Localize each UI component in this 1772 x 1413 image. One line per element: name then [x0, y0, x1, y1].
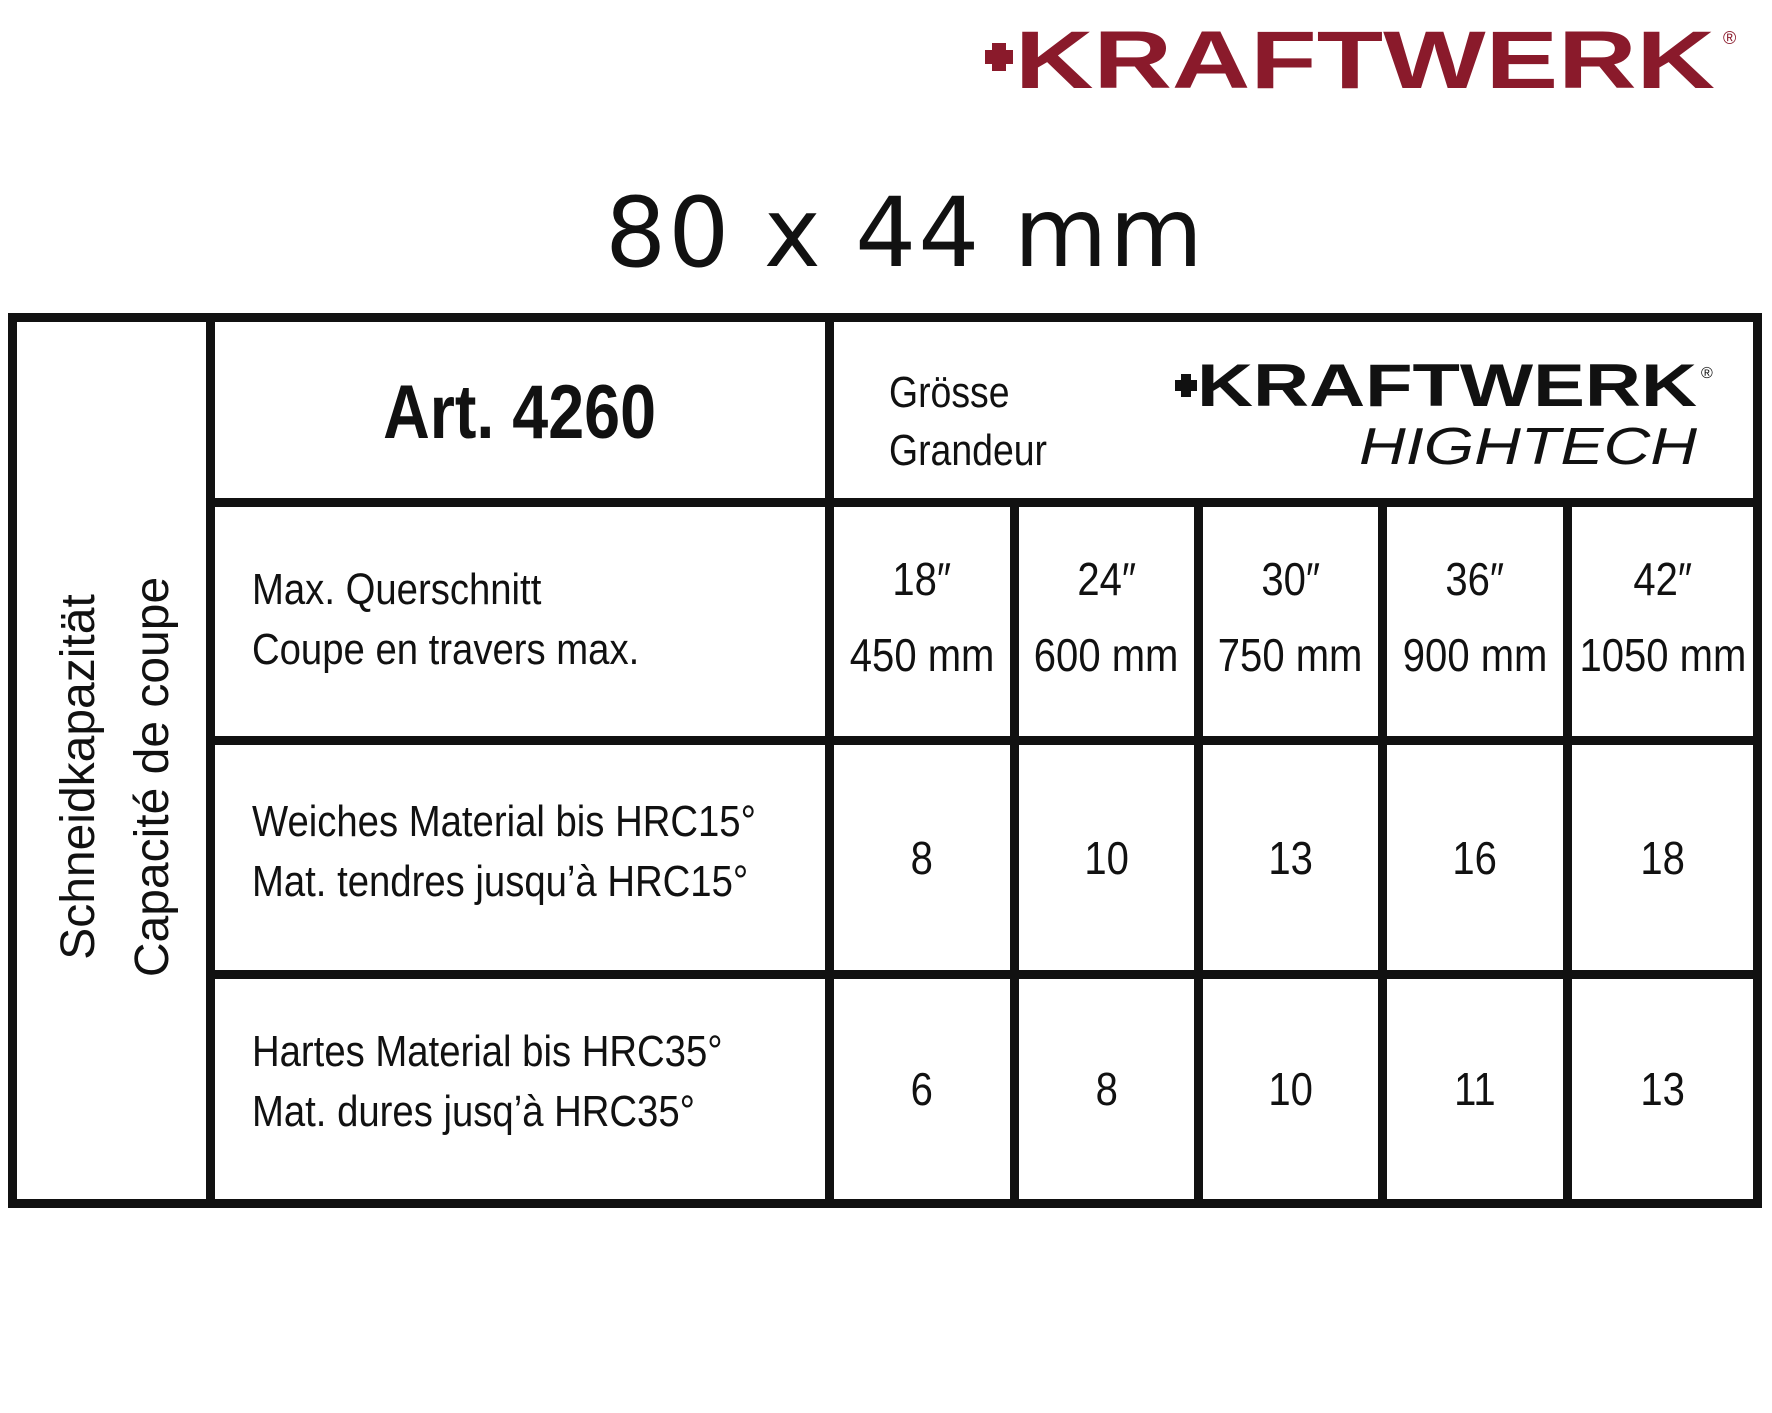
size-inch: 42″ — [1633, 553, 1692, 605]
svg-text:HIGHTECH: HIGHTECH — [1359, 418, 1698, 476]
size-inch: 18″ — [892, 553, 952, 605]
cross-section-label-de: Max. Querschnitt — [252, 565, 542, 614]
value-cell: 10 — [1268, 1063, 1313, 1115]
size-cell — [1387, 517, 1563, 717]
col-divider — [1563, 502, 1572, 1199]
size-cell — [1572, 517, 1753, 717]
value-cell: 13 — [1640, 1063, 1685, 1115]
size-title: 80 x 44 mm — [605, 177, 1205, 289]
col-divider — [1194, 502, 1203, 1199]
svg-text:KRAFTWERK: KRAFTWERK — [1015, 18, 1715, 98]
col-divider — [1010, 502, 1019, 1199]
size-cell — [834, 517, 1010, 717]
soft-material-label-de: Weiches Material bis HRC15° — [252, 797, 756, 846]
svg-text:KRAFTWERK: KRAFTWERK — [1197, 358, 1697, 419]
col-divider — [1378, 502, 1387, 1199]
cross-section-label-fr: Coupe en travers max. — [252, 625, 640, 674]
value-cell: 10 — [1084, 831, 1129, 884]
hard-material-label-de: Hartes Material bis HRC35° — [252, 1027, 723, 1076]
row-divider — [215, 736, 1753, 745]
brand-logo — [985, 18, 1745, 98]
soft-material-label — [252, 792, 831, 912]
size-inch: 24″ — [1077, 553, 1136, 605]
value-cell: 13 — [1268, 831, 1313, 884]
row-divider — [215, 970, 1753, 979]
hightech-logo-graphic — [1175, 358, 1735, 480]
side-column — [17, 322, 215, 1199]
side-label — [42, 577, 190, 977]
hard-material-label-fr: Mat. dures jusq’à HRC35° — [252, 1087, 695, 1136]
size-mm: 600 mm — [1034, 629, 1179, 681]
size-inch: 30″ — [1261, 553, 1320, 605]
size-label-fr: Grandeur — [889, 426, 1048, 475]
value-cell: 16 — [1452, 831, 1498, 884]
svg-text:®: ® — [1723, 28, 1737, 48]
article-number: Art. 4260 — [383, 369, 657, 455]
svg-text:®: ® — [1701, 365, 1713, 382]
size-mm: 900 mm — [1402, 629, 1548, 681]
size-label-de: Grösse — [889, 368, 1010, 417]
size-inch: 36″ — [1445, 553, 1505, 605]
brand-logo-graphic — [985, 18, 1745, 98]
value-cell: 11 — [1454, 1063, 1496, 1115]
size-cell — [1203, 517, 1378, 717]
hard-material-label — [252, 1022, 793, 1142]
hightech-logo — [1175, 358, 1735, 480]
col-divider — [825, 322, 834, 1199]
size-cell — [1019, 517, 1194, 717]
value-cell: 8 — [1095, 1063, 1118, 1115]
side-label-fr: Capacité de coupe — [126, 576, 179, 978]
size-label — [889, 364, 1075, 480]
size-mm: 1050 mm — [1579, 629, 1746, 681]
value-cell: 18 — [1640, 831, 1685, 884]
soft-material-label-fr: Mat. tendres jusqu’à HRC15° — [252, 857, 749, 906]
side-label-de: Schneidkapazität — [52, 594, 105, 960]
size-mm: 450 mm — [849, 629, 995, 681]
value-cell: 8 — [910, 831, 934, 884]
cross-section-label — [252, 560, 697, 680]
value-cell: 6 — [910, 1063, 934, 1115]
spec-table — [8, 313, 1762, 1208]
size-mm: 750 mm — [1218, 629, 1363, 681]
